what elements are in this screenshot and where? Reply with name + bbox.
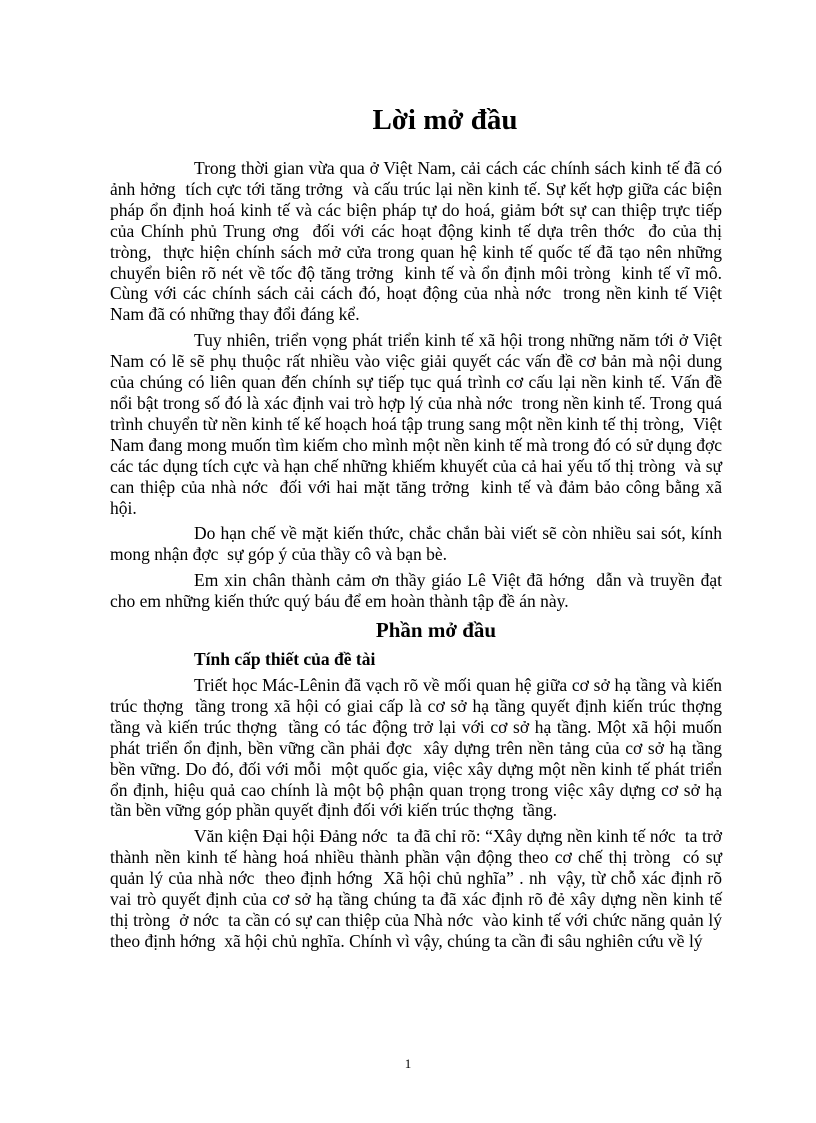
section-heading: Phần mở đầu — [375, 618, 497, 643]
document-title: Lời mở đầu — [372, 104, 518, 136]
section-paragraph-1: Triết học Mác-Lênin đã vạch rõ về mối quan hệ giữa cơ sở hạ tầng và kiến trúc thợng tầng trong xã hội có giai cấp là cơ sở hạ tầng quyết định kiến trúc thợng tầng và kiến trúc thợng tầng có tác động trở lại với cơ sở hạ tầng. Một xã hội muốn phát triển ổn định, bền vững cần phải đợc xây dựng trên nền tảng của cơ sở hạ tầng bền vững. Do đó, đối với mỗi một quốc gia, việc xây dựng một nền kinh tế phát triển ổn định, hiệu quả cao chính là một bộ phận quan trọng trong việc xây dựng cơ sở hạ tần bền vững góp phần quyết định đối với kiến trúc thợng tầng. — [110, 675, 731, 821]
intro-paragraph-1: Trong thời gian vừa qua ở Việt Nam, cải cách các chính sách kinh tế đã có ảnh hởng tích cực tới tăng trởng và cấu trúc lại nền kinh tế. Sự kết hợp giữa các biện pháp ổn định hoá kinh tế và các biện pháp tự do hoá, giảm bớt sự can thiệp trực tiếp của Chính phủ Trung ơng đối với các hoạt động kinh tế dựa trên thớc đo của thị tròng, thực hiện chính sách mở cửa trong quan hệ kinh tế quốc tế đã tạo nên những chuyển biên rõ nét về tốc độ tăng trởng kinh tế và ổn định môi tròng kinh tế vĩ mô. Cùng với các chính sách cải cách đó, hoạt động của nhà nớc trong nền kinh tế Việt Nam đã có những thay đổi đáng kể. — [110, 158, 727, 325]
subsection-heading: Tính cấp thiết của đề tài — [194, 649, 376, 670]
intro-paragraph-4: Em xin chân thành cảm ơn thầy giáo Lê Việt đã hớng dẫn và truyền đạt cho em những kiến thức quý báu để em hoàn thành tập đề án này. — [110, 570, 727, 612]
document-content — [110, 104, 731, 957]
page-number: 1 — [404, 1056, 412, 1071]
intro-paragraph-3: Do hạn chế về mặt kiến thức, chắc chắn bài viết sẽ còn nhiều sai sót, kính mong nhận đợc sự góp ý của thầy cô và bạn bè. — [110, 523, 727, 565]
intro-paragraph-2: Tuy nhiên, triển vọng phát triển kinh tế xã hội trong những năm tới ở Việt Nam có lẽ sẽ phụ thuộc rất nhiều vào việc giải quyết các vấn đề cơ bản mà nội dung của chúng có liên quan đến chính sự tiếp tục quá trình cơ cấu lại nền kinh tế. Vấn đề nổi bật trong số đó là xác định vai trò hợp lý của nhà nớc trong nền kinh tế. Trong quá trình chuyển từ nền kinh tế kế hoạch hoá tập trung sang một nền kinh tế thị tròng, Việt Nam đang mong muốn tìm kiếm cho mình một nền kinh tế mà trong đó có sử dụng đợc các tác dụng tích cực và hạn chế những khiếm khuyết của cả hai yếu tố thị tròng và sự can thiệp của nhà nớc đối với hai mặt tăng trởng kinh tế và đảm bảo công bằng xã hội. — [110, 330, 731, 518]
section-paragraph-2: Văn kiện Đại hội Đảng nớc ta đã chỉ rõ: “Xây dựng nền kinh tế nớc ta trở thành nền kinh tế hàng hoá nhiều thành phần vận động theo cơ chế thị tròng có sự quản lý của nhà nớc theo định hớng Xã hội chủ nghĩa” . nh vậy, từ chỗ xác định rõ vai trò quyết định của cơ sở hạ tầng chúng ta đã xác định rõ đẻ xây dựng nền kinh tế thị tròng ở nớc ta cần có sự can thiệp của Nhà nớc vào kinh tế với chức năng quản lý theo định hớng xã hội chủ nghĩa. Chính vì vậy, chúng ta cần đi sâu nghiên cứu về lý — [110, 826, 727, 951]
